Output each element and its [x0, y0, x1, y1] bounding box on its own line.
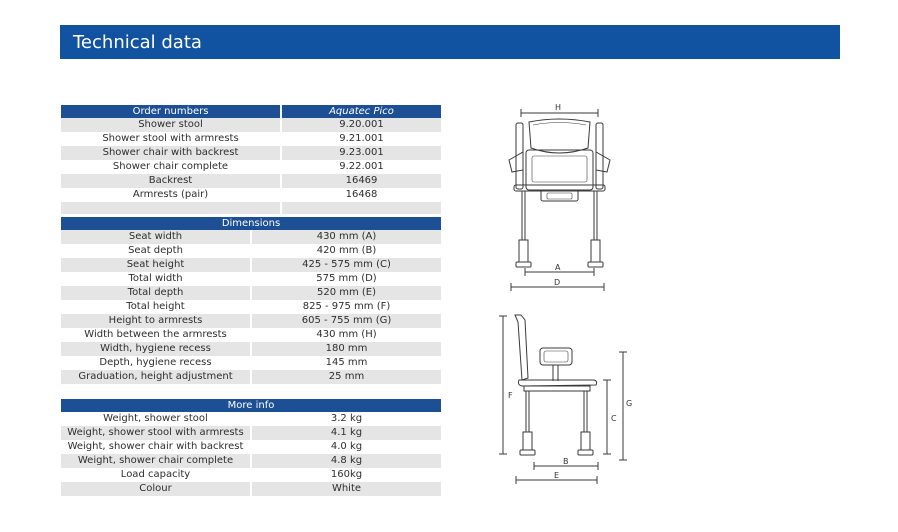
row-label: Graduation, height adjustment — [61, 370, 251, 384]
dimension-label-g: G — [626, 399, 633, 408]
row-value: 25 mm — [251, 370, 441, 384]
row-value: 145 mm — [251, 356, 441, 370]
row-label: Armrests (pair) — [61, 188, 281, 202]
row-label: Weight, shower chair with backrest — [61, 440, 251, 454]
row-value: 420 mm (B) — [251, 244, 441, 258]
row-label: Seat width — [61, 230, 251, 244]
row-value: 16469 — [281, 174, 441, 188]
dimension-label-e: E — [554, 471, 560, 480]
row-value: White — [251, 482, 441, 496]
dimension-label-d: D — [554, 278, 561, 287]
row-label: Load capacity — [61, 468, 251, 482]
row-label: Total depth — [61, 286, 251, 300]
row-label: Width between the armrests — [61, 328, 251, 342]
row-label: Weight, shower stool with armrests — [61, 426, 251, 440]
row-value: 430 mm (H) — [251, 328, 441, 342]
row-label: Seat depth — [61, 244, 251, 258]
row-value: 180 mm — [251, 342, 441, 356]
row-value: 160kg — [251, 468, 441, 482]
row-value: 9.22.001 — [281, 160, 441, 174]
product-name: Aquatec Pico — [281, 105, 441, 118]
row-label: Shower stool with armrests — [61, 132, 281, 146]
row-label: Weight, shower chair complete — [61, 454, 251, 468]
row-label: Shower chair with backrest — [61, 146, 281, 160]
row-label: Seat height — [61, 258, 251, 272]
row-value: 425 - 575 mm (C) — [251, 258, 441, 272]
row-value: 3.2 kg — [251, 412, 441, 426]
row-label: Weight, shower stool — [61, 412, 251, 426]
row-value: 16468 — [281, 188, 441, 202]
row-value: 4.8 kg — [251, 454, 441, 468]
row-value: 575 mm (D) — [251, 272, 441, 286]
dimension-label-a: A — [555, 263, 561, 272]
row-label: Shower chair complete — [61, 160, 281, 174]
row-value: 605 - 755 mm (G) — [251, 314, 441, 328]
row-label: Colour — [61, 482, 251, 496]
row-label: Height to armrests — [61, 314, 251, 328]
dimension-label-c: C — [611, 414, 617, 423]
row-label: Depth, hygiene recess — [61, 356, 251, 370]
page-title: Technical data — [73, 32, 202, 53]
row-label: Width, hygiene recess — [61, 342, 251, 356]
row-value: 9.21.001 — [281, 132, 441, 146]
row-value: 9.23.001 — [281, 146, 441, 160]
row-value: 520 mm (E) — [251, 286, 441, 300]
row-value: 9.20.001 — [281, 118, 441, 132]
dimension-label-h: H — [555, 103, 562, 112]
row-value: 825 - 975 mm (F) — [251, 300, 441, 314]
row-label: Total width — [61, 272, 251, 286]
more-info-header: More info — [61, 399, 441, 412]
order-header: Order numbers — [61, 105, 281, 118]
row-label: Shower stool — [61, 118, 281, 132]
row-value: 430 mm (A) — [251, 230, 441, 244]
row-value: 4.0 kg — [251, 440, 441, 454]
row-label: Total height — [61, 300, 251, 314]
dimension-label-b: B — [563, 457, 569, 466]
row-label: Backrest — [61, 174, 281, 188]
row-value: 4.1 kg — [251, 426, 441, 440]
dimension-label-f: F — [508, 391, 513, 400]
dimensions-header: Dimensions — [61, 217, 441, 230]
